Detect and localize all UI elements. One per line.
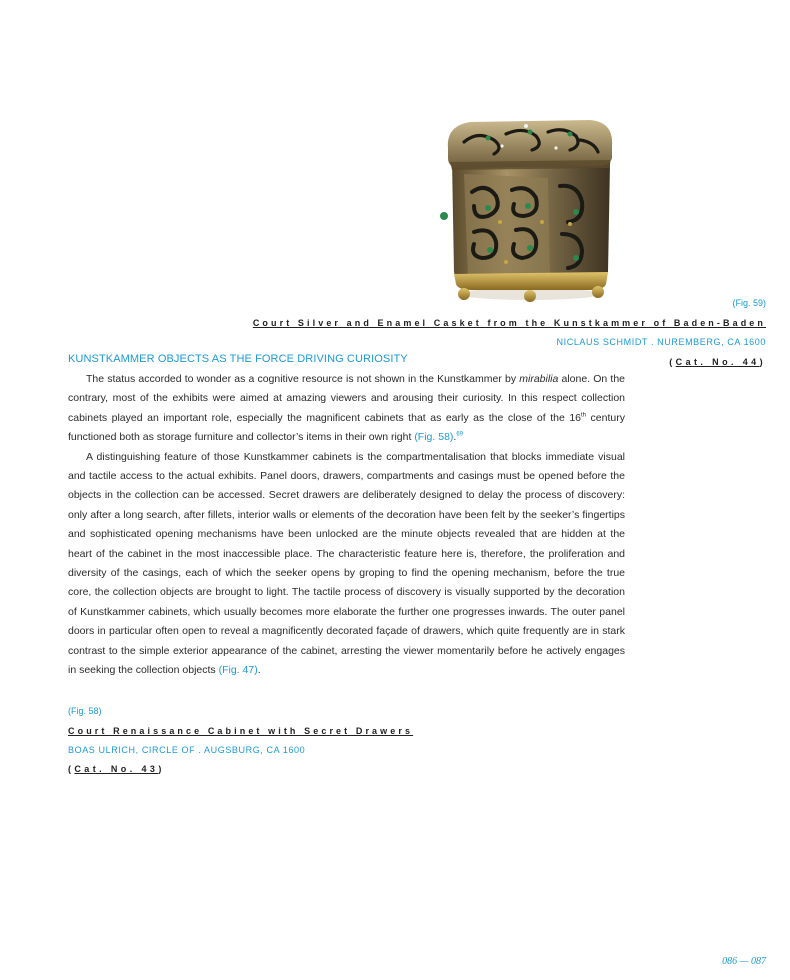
text-run: The status accorded to wonder as a cognitive resource is not shown in the Kunstkammer by <box>86 373 520 385</box>
paren-open: ( <box>68 764 75 774</box>
text-run: . <box>453 431 457 444</box>
page-numbers: 086 — 087 <box>722 956 766 967</box>
paren-open: ( <box>669 357 676 367</box>
figure-label: (Fig. 59) <box>732 298 766 308</box>
figure-title: Court Silver and Enamel Casket from the Kunstkammer of Baden-Baden <box>252 318 766 328</box>
paragraph-2 <box>68 448 625 681</box>
italic-term: mirabilia <box>519 373 559 385</box>
text-run: century functioned both as storage furniture and collector’s items in their own right <box>68 411 625 444</box>
footnote-marker[interactable]: 69 <box>456 431 464 438</box>
catalogue-number <box>68 763 165 775</box>
figure-reference[interactable]: (Fig. 58) <box>414 431 454 444</box>
paren-close: ) <box>158 764 165 774</box>
figure-title: Court Renaissance Cabinet with Secret Drawers <box>68 726 414 736</box>
figure-reference[interactable]: (Fig. 47) <box>218 664 258 677</box>
text-run: alone. On the contrary, most of the exhibits were aimed at amazing viewers and arousing their curiosity. In this respect collection cabinets played an important role, especially the magnificent cabinets that as early as the close of the 16 <box>68 373 625 424</box>
text-run: A distinguishing feature of those Kunstkammer cabinets is the compartmentalisation that blocks immediate visual and tactile access to the actual exhibits. Panel doors, drawers, compartments and casings must be opened before the objects in the collection can be accessed. Secret drawers are deliberately designed to delay the process of discovery: only after a long search, after fillets, interior walls or elements of the decoration have been felt by the seeker’s fingertips and sophisticated opening mechanisms have been unlocked are the minute objects revealed that are hidden at the heart of the cabinet in the most inaccessible place. The characteristic feature here is, therefore, the proliferation and diversity of the casings, each of which the seeker opens by groping to find the opening mechanism, before the true core, the collection objects are brought to light. The tactile process of discovery is visually supported by the decoration of Kunstkammer cabinets, which usually becomes more elaborate the further one progresses inwards. The outer panel doors in particular often open to reveal a magnificently decorated façade of drawers, which quite frequently are in stark contrast to the simple exterior appearance of the cabinet, arresting the viewer momentarily before he actively engages in seeking the collection objects <box>68 450 625 677</box>
figure-maker: NICLAUS SCHMIDT . NUREMBERG, CA 1600 <box>556 337 766 347</box>
figure-maker: BOAS ULRICH, CIRCLE OF . AUGSBURG, CA 1600 <box>68 745 306 755</box>
body-text <box>68 370 625 681</box>
catalogue-number-text: Cat. No. 44 <box>675 357 760 367</box>
ordinal-superscript: th <box>581 412 587 419</box>
section-heading: KUNSTKAMMER OBJECTS AS THE FORCE DRIVING CURIOSITY <box>68 353 408 365</box>
paren-close: ) <box>759 357 766 367</box>
catalogue-number-text: Cat. No. 43 <box>74 764 159 774</box>
paragraph-1 <box>68 370 625 448</box>
text-run: . <box>257 664 261 677</box>
catalogue-number <box>669 356 766 368</box>
figure-label: (Fig. 58) <box>68 706 102 716</box>
casket-photo <box>430 112 622 304</box>
